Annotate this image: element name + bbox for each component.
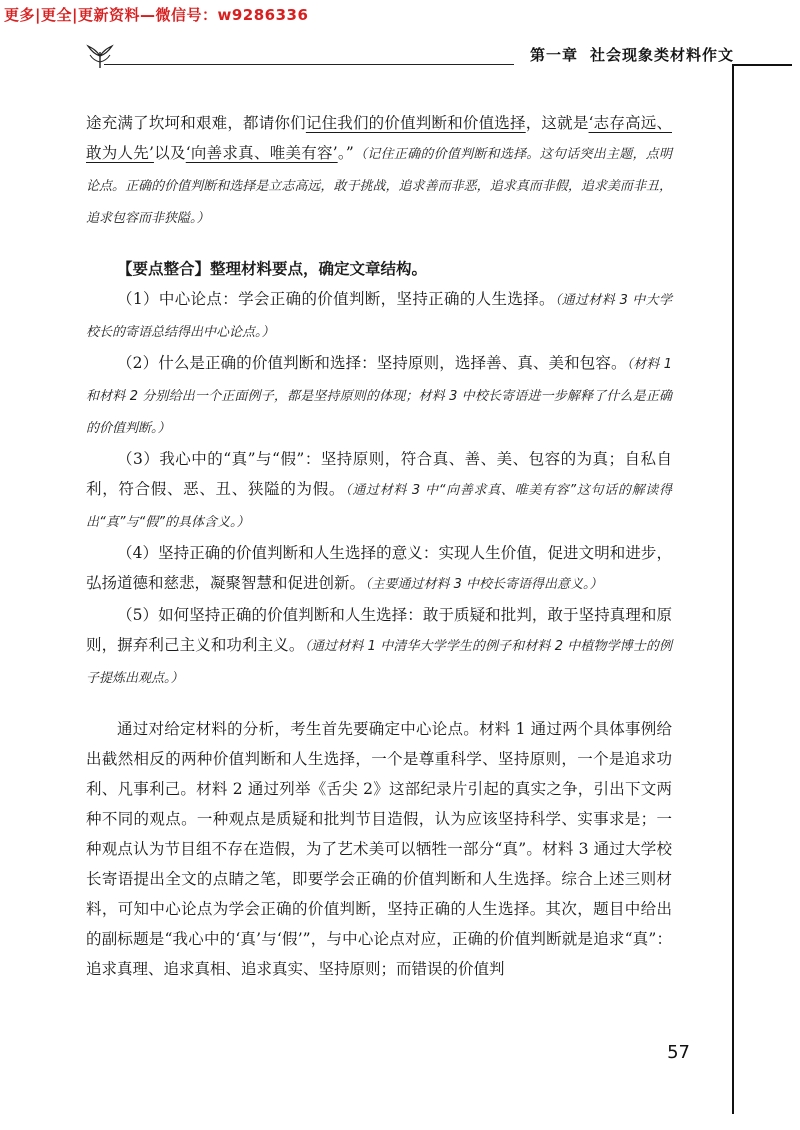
summary-item: （3）我心中的“真”与“假”：坚持原则，符合真、善、美、包容的为真；自私自利，符合假、恶、丑、狭隘的为假。（通过材料 3 中“向善求真、唯美有容”这句话的解读得出“真”与“假”的具体含义。） — [86, 450, 672, 530]
summary-heading-text: 整理材料要点，确定文章结构。 — [210, 260, 428, 278]
page-number: 57 — [667, 1042, 690, 1063]
running-header — [64, 44, 734, 68]
page-edge-rule — [732, 64, 734, 1114]
summary-heading — [86, 254, 672, 284]
intro-paragraph: 途充满了坎坷和艰难，都请你们记住我们的价值判断和价值选择，这就是‘志存高远、敢为人先’以及‘向善求真、唯美有容’。”（记住正确的价值判断和选择。这句话突出主题，点明论点。正确的价值判断和选择是立志高远，敢于挑战，追求善而非恶，追求真而非假，追求美而非丑，追求包容而非狭隘。） — [86, 114, 672, 226]
chapter-number: 第一章 — [529, 46, 578, 64]
summary-item: （2）什么是正确的价值判断和选择：坚持原则，选择善、真、美和包容。（材料 1 和材料 2 分别给出一个正面例子，都是坚持原则的体现；材料 3 中校长寄语进一步解释了什么是正确的价值判断。） — [86, 354, 673, 436]
summary-item: （1）中心论点：学会正确的价值判断，坚持正确的人生选择。（通过材料 3 中大学校长的寄语总结得出中心论点。） — [86, 290, 672, 340]
quote-underlined-1: ‘志存高远、敢为人先’ — [86, 114, 672, 162]
intro-annotation: （记住正确的价值判断和选择。这句话突出主题，点明论点。正确的价值判断和选择是立志高远，敢于挑战，追求善而非恶，追求真而非假，追求美而非丑，追求包容而非狭隘。） — [86, 147, 672, 226]
summary-item: （5）如何坚持正确的价值判断和人生选择：敢于质疑和批判，敢于坚持真理和原则，摒弃利己主义和功利主义。（通过材料 1 中清华大学学生的例子和材料 2 中植物学博士的例子提炼出观点。） — [86, 606, 672, 686]
summary-item: （4）坚持正确的价值判断和人生选择的意义：实现人生价值，促进文明和进步，弘扬道德和慈悲，凝聚智慧和促进创新。（主要通过材料 3 中校长寄语得出意义。） — [86, 544, 672, 592]
summary-label: 【要点整合】 — [117, 260, 211, 278]
chapter-name: 社会现象类材料作文 — [589, 46, 734, 64]
leaf-ornament-icon — [82, 44, 118, 70]
page-edge-tab — [732, 64, 792, 66]
chapter-title — [530, 44, 734, 65]
header-rule — [104, 64, 514, 65]
body-text — [86, 108, 672, 984]
underlined-phrase: 记住我们的价值判断和价值选择 — [305, 114, 526, 132]
quote-underlined-2: ‘向善求真、唯美有容’ — [185, 144, 338, 162]
analysis-paragraph: 通过对给定材料的分析，考生首先要确定中心论点。材料 1 通过两个具体事例给出截然相反的两种价值判断和人生选择，一个是尊重科学、坚持原则，一个是追求功利、凡事利己。材料 2 通过列举《舌尖 2》这部纪录片引起的真实之争，引出下文两种不同的观点。一种观点是质疑和批判节目造假，认为应该坚持科学、实事求是；一种观点认为节目组不存在造假，为了艺术美可以牺牲一部分“真”。材料 3 通过大学校长寄语提出全文的点睛之笔，即要学会正确的价值判断和人生选择。综合上述三则材料，可知中心论点为学会正确的价值判断，坚持正确的人生选择。其次，题目中给出的副标题是“我心中的‘真’与‘假’”，与中心论点对应，正确的价值判断就是追求“真”：追求真理、追求真相、追求真实、坚持原则；而错误的价值判 — [86, 720, 672, 978]
top-banner: 更多|更全|更新资料—微信号：w9286336 — [4, 6, 309, 24]
